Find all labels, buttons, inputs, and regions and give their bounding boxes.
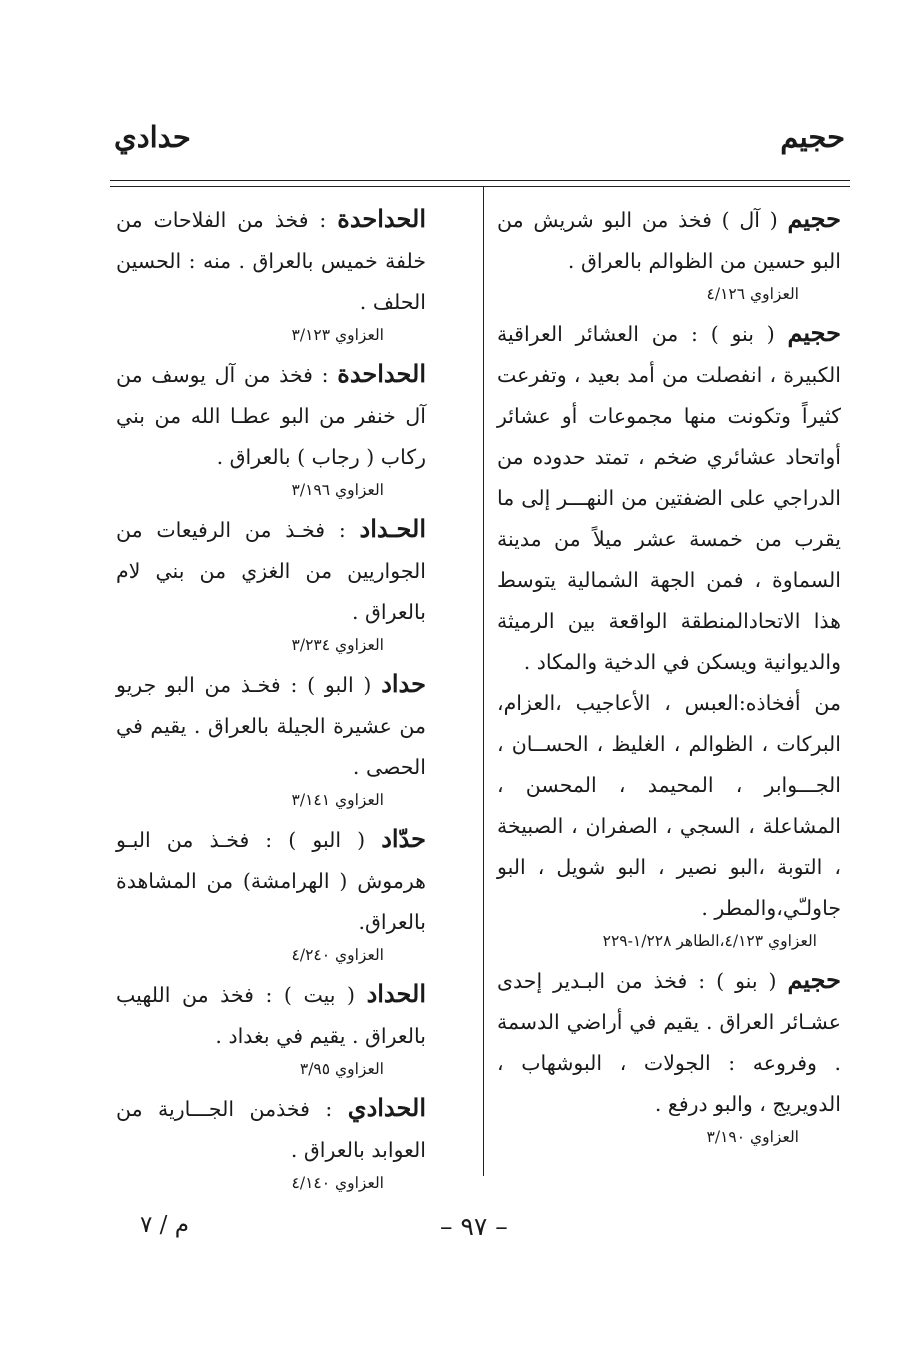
entry-text (116, 353, 426, 478)
entry-body: ( بيت ) : فخذ من اللهيب بالعراق . يقيم في بغداد . (116, 983, 426, 1048)
entry-reference: العزاوي ٤/١٢٦ (706, 285, 799, 303)
header-rule-bottom (110, 186, 850, 187)
entry-body: ( آل ) فخذ من البو شريش من البو حسين من الظوالم بالعراق . (497, 208, 841, 273)
entry-headword: الحداد (366, 979, 426, 1008)
entry-headword: حجيم (787, 204, 841, 233)
printer-signature: م / ٧ (140, 1212, 189, 1238)
entry-hadahida-1 (116, 198, 426, 347)
entry-text (116, 198, 426, 323)
entry-headword: حجيم (787, 318, 841, 347)
page-number: – ٩٧ – (440, 1212, 508, 1241)
entry-reference: العزاوي ٤/١٢٣،الطاهر ١/٢٢٨-٢٢٩ (602, 932, 817, 950)
entry-headword: حدّاد (381, 824, 426, 853)
entry-hujaym-banu-1 (497, 312, 841, 683)
entry-reference: العزاوي ٣/١٤١ (291, 791, 384, 809)
column-divider (483, 186, 484, 1176)
right-column (497, 198, 841, 1155)
entry-body: ( بنو ) : من العشائر العراقية الكبيرة ، انفصلت من أمد بعيد ، وتفرعت كثيراً وتكونت منها مجموعات أو عشائر أواتحاد عشائري ضخم ، تمتد حدوده من الدراجي على الضفتين من النهـــر إلى ما يقرب من خمسة عشر ميلاً من مدينة السماوة ، فمن الجهة الشمالية يتوسط هذا الاتحادالمنطقة الواقعة بين الرميثة والديوانية ويسكن في الدخية والمكاد . (497, 322, 841, 674)
entry-body: ( البو ) : فخـذ من البو جريو من عشيرة الجيلة بالعراق . يقيم في الحصى . (116, 673, 426, 779)
entry-haddad-albu-1 (116, 663, 426, 812)
entry-hujaym-banu-2 (497, 959, 841, 1149)
entry-headword: حداد (381, 669, 426, 698)
running-head-left: حدادي (114, 120, 191, 154)
entry-haddadi (116, 1087, 426, 1195)
header-rule-top (110, 180, 850, 181)
entry-text (116, 818, 426, 943)
entry-body: ( بنو ) : فخذ من البـدير إحدى عشـائر العراق . يقيم في أراضي الدسمة . وفروعه : الجولات ، البوشهاب ، الدويريج ، والبو درفع . (497, 969, 841, 1116)
entry-headword: الحداحدة (337, 359, 426, 388)
entry-reference: العزاوي ٣/١٩٦ (291, 481, 384, 499)
entry-hadahida-2 (116, 353, 426, 502)
entry-reference: العزاوي ٤/٢٤٠ (291, 946, 384, 964)
entry-reference: العزاوي ٣/١٢٣ (291, 326, 384, 344)
entry-reference: العزاوي ٣/٢٣٤ (291, 636, 384, 654)
entry-body: : فخذمن الجـــارية من العوابد بالعراق . (116, 1097, 426, 1162)
entry-reference: العزاوي ٣/١٩٠ (706, 1128, 799, 1146)
entry-body: : فخذ من الفلاحات من خلفة خميس بالعراق . منه : الحسين الحلف . (116, 208, 426, 314)
entry-text (497, 312, 841, 683)
entry-text (116, 663, 426, 788)
entry-body: ( البو ) : فخـذ من البـو هرموش ( الهرامشة) من المشاهدة بالعراق. (116, 828, 426, 934)
entry-haddad-1 (116, 508, 426, 657)
running-head-right: حجيم (780, 120, 845, 154)
entry-headword: حجيم (787, 965, 841, 994)
entry-haddad-bayt (116, 973, 426, 1081)
entry-body: : فخـذ من الرفيعات من الجواريين من الغزي من بني لام بالعراق . (116, 518, 426, 624)
entry-headword: الحداحدة (337, 204, 426, 233)
entry-body: من أفخاذه:العبس ، الأعاجيب ،العزام، البركات ، الظوالم ، الغليظ ، الحســان ، الجـــوابر ، المحيمد ، المحسن ، المشاعلة ، السجي ، الصفران ، الصبيخة ، التوبة ،البو نصير ، البو شويل ، البو جاولـّي،والمطر . (497, 691, 841, 920)
entry-haddad-albu-2 (116, 818, 426, 967)
left-column (116, 198, 426, 1201)
entry-text (497, 198, 841, 282)
entry-reference: العزاوي ٣/٩٥ (299, 1060, 384, 1078)
entry-hujaym-al (497, 198, 841, 306)
entry-text (497, 959, 841, 1125)
entry-text (116, 1087, 426, 1171)
entry-body: : فخذ من آل يوسف من آل خنفر من البو عطـا الله من بني ركاب ( رجاب ) بالعراق . (116, 363, 426, 469)
entry-hujaym-clans (497, 683, 841, 953)
entry-headword: الحـداد (359, 514, 426, 543)
entry-headword: الحدادي (347, 1093, 426, 1122)
entry-text (497, 683, 841, 929)
entry-text (116, 508, 426, 633)
entry-reference: العزاوي ٤/١٤٠ (291, 1174, 384, 1192)
entry-text (116, 973, 426, 1057)
